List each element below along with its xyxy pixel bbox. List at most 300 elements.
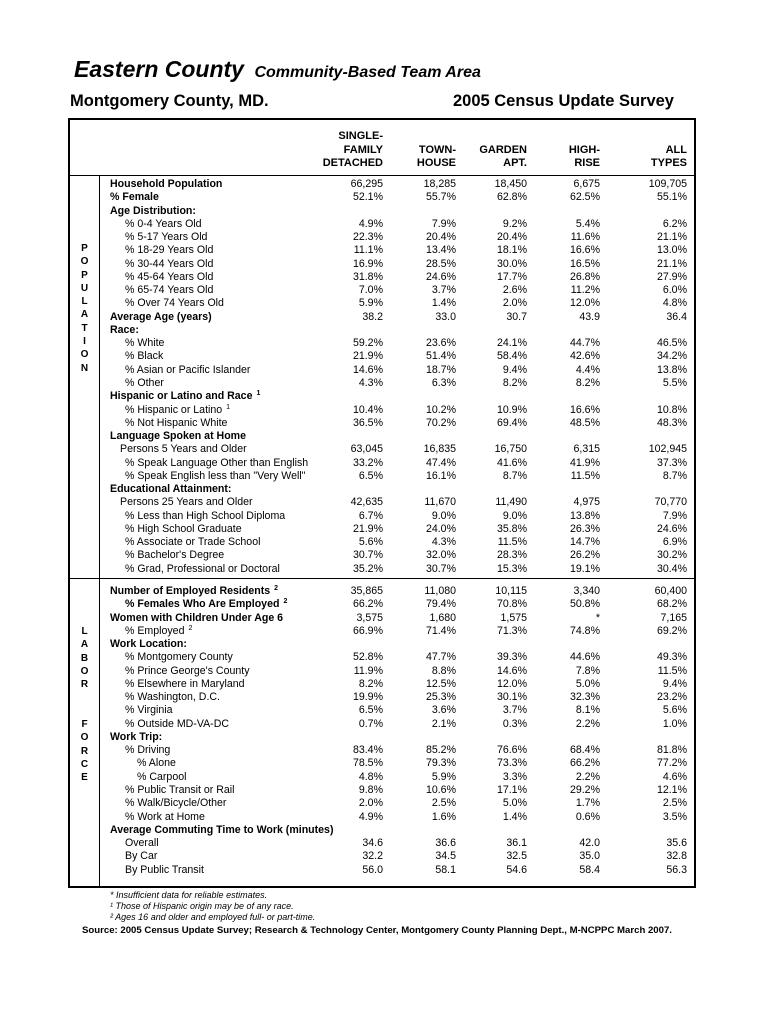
section-letter: R (80, 679, 89, 691)
table-row (70, 390, 694, 403)
table-cell: 47.7% (425, 651, 456, 664)
table-cell: 70,770 (654, 496, 687, 509)
table-cell: 32.5 (506, 850, 527, 863)
table-cell: 66.2% (569, 757, 600, 770)
table-cell: 55.7% (425, 191, 456, 204)
table-cell: 10.2% (425, 403, 456, 416)
table-row (70, 510, 694, 523)
column-header-line: HIGH- (568, 143, 600, 156)
row-label (137, 771, 186, 784)
table-row (70, 430, 694, 443)
table-cell: 30.1% (496, 691, 527, 704)
table-cell: 4.3% (358, 376, 383, 389)
table-cell: 5.4% (575, 217, 600, 230)
row-label (125, 364, 250, 377)
table-cell: 50.8% (569, 598, 600, 611)
row-label-text: % White (125, 337, 165, 350)
table-cell: 44.7% (569, 337, 600, 350)
row-label-text: % Less than High School Diploma (125, 509, 286, 522)
column-header-line: GARDEN (479, 143, 527, 156)
table-cell: 4.4% (575, 363, 600, 376)
column-header-all-types (651, 130, 687, 171)
section-letter: O (80, 732, 89, 744)
row-label-text: By Car (125, 850, 158, 863)
table-cell: 60,400 (654, 585, 687, 597)
table-cell: 69.4% (496, 416, 527, 429)
table-cell: 5.5% (662, 376, 687, 389)
section-letter: E (81, 772, 88, 784)
table-row (70, 271, 694, 284)
row-label (125, 417, 227, 430)
section-letter: O (80, 256, 89, 268)
row-label (120, 496, 253, 509)
table-cell: 11,080 (424, 585, 456, 597)
table-cell: 49.3% (656, 651, 687, 664)
table-row (70, 404, 694, 417)
table-row (70, 549, 694, 562)
row-label (125, 377, 164, 390)
table-cell: 6.0% (662, 284, 687, 297)
table-row (70, 824, 694, 837)
row-label (110, 311, 212, 324)
table-row (70, 337, 694, 350)
table-cell: 20.4% (496, 231, 527, 244)
row-label-text: Work Trip: (110, 730, 163, 743)
row-label (125, 457, 308, 470)
table-cell: 78.5% (352, 757, 383, 770)
table-cell: 52.8% (352, 651, 383, 664)
table-cell: 32.3% (569, 691, 600, 704)
table-cell: 11,670 (424, 496, 456, 509)
row-label (125, 297, 224, 310)
table-cell: 66,295 (350, 178, 383, 190)
table-row (70, 691, 694, 704)
column-header-garden-apt (479, 130, 527, 171)
table-row (70, 771, 694, 784)
table-cell: 3,575 (356, 611, 383, 624)
row-label-text: % Bachelor's Degree (125, 549, 225, 562)
row-label (125, 218, 202, 231)
table-cell: 52.1% (352, 191, 383, 204)
table-row (70, 598, 694, 611)
row-label (125, 598, 287, 611)
table-cell: 28.5% (425, 257, 456, 270)
row-label-text: Persons 5 Years and Older (120, 443, 247, 456)
table-cell: 23.6% (425, 337, 456, 350)
table-row (70, 457, 694, 470)
table-cell: 35.0 (579, 850, 600, 863)
row-label (125, 784, 235, 797)
footnotes (110, 890, 315, 923)
table-row (70, 651, 694, 664)
table-cell: 7,165 (660, 611, 687, 624)
column-header-line: FAMILY (343, 143, 383, 156)
table-row (70, 297, 694, 310)
table-cell: 73.3% (496, 757, 527, 770)
row-label (110, 430, 246, 443)
row-label (125, 244, 213, 257)
table-cell: 9.4% (662, 677, 687, 690)
section-letter: A (80, 639, 89, 651)
table-cell: 66.2% (352, 598, 383, 611)
row-label (110, 612, 283, 625)
row-label (125, 536, 260, 549)
column-header-high-rise (569, 130, 600, 171)
column-header-line: ALL (665, 143, 687, 156)
row-label (110, 483, 231, 496)
table-row (70, 837, 694, 850)
table-row (70, 744, 694, 757)
table-cell: 11.6% (570, 231, 600, 244)
table-cell: 32.2 (362, 850, 383, 863)
table-cell: 35.8% (496, 522, 527, 535)
table-cell: 8.2% (502, 376, 527, 389)
document-title (74, 56, 481, 83)
table-cell: 31.8% (352, 270, 383, 283)
table-row (70, 678, 694, 691)
table-row (70, 864, 694, 877)
row-label (125, 625, 192, 638)
source-note: Source: 2005 Census Update Survey; Research & Technology Center, Montgomery County Planning Dept., M-NCPPC March 2007. (82, 925, 672, 936)
table-cell: 8.1% (575, 704, 600, 717)
table-cell: 16.5% (569, 257, 600, 270)
footnote: ¹ Those of Hispanic origin may be of any race. (110, 901, 294, 911)
column-header-line: DETACHED (322, 157, 383, 169)
row-label (137, 757, 176, 770)
table-cell: 19.9% (352, 691, 383, 704)
table-cell: 12.5% (425, 677, 456, 690)
table-cell: 36.1 (506, 837, 527, 850)
row-label (110, 390, 260, 403)
row-label-text: Number of Employed Residents (110, 585, 271, 597)
table-cell: 58.4 (579, 863, 600, 876)
row-label-text: % Grad, Professional or Doctoral (125, 562, 280, 575)
table-cell: 2.1% (431, 717, 456, 730)
row-label (125, 350, 163, 363)
table-cell: 77.2% (656, 757, 687, 770)
table-cell: 17.1% (496, 783, 527, 796)
row-label (110, 731, 162, 744)
table-cell: 32.8 (666, 850, 687, 863)
table-cell: 3.7% (431, 284, 456, 297)
table-cell: 68.4% (569, 744, 600, 757)
table-cell: 70.8% (496, 598, 527, 611)
table-cell: 83.4% (352, 744, 383, 757)
row-label (110, 638, 187, 651)
row-label-text: % 45-64 Years Old (125, 270, 214, 283)
table-cell: 9.0% (431, 509, 456, 522)
table-row (70, 417, 694, 430)
table-cell: 34.5 (435, 850, 456, 863)
table-cell: 81.8% (656, 744, 687, 757)
table-cell: 6.3% (431, 376, 456, 389)
row-label-text: % Females Who Are Employed (125, 598, 280, 611)
table-row (70, 218, 694, 231)
table-cell: 4.3% (431, 536, 456, 549)
section-letter: L (81, 296, 88, 308)
footnote-marker: 2 (188, 624, 193, 632)
table-cell: 36.6 (435, 837, 456, 850)
row-label (125, 811, 205, 824)
row-label (125, 563, 280, 576)
row-label (125, 231, 207, 244)
row-label (125, 337, 164, 350)
section-letter: O (80, 665, 89, 677)
table-cell: 2.5% (662, 797, 687, 810)
table-cell: 46.5% (656, 337, 687, 350)
table-cell: 27.9% (656, 270, 687, 283)
table-cell: 4.8% (358, 770, 383, 783)
table-cell: 36.4 (666, 310, 687, 323)
table-row (70, 665, 694, 678)
table-cell: 58.4% (496, 350, 527, 363)
table-row (70, 191, 694, 204)
table-row (70, 718, 694, 731)
table-cell: 2.6% (502, 284, 527, 297)
row-label-text: % Speak English less than "Very Well" (125, 469, 306, 482)
row-label-text: Overall (125, 837, 159, 850)
table-cell: 30.7 (506, 310, 527, 323)
table-cell: 4.8% (662, 297, 687, 310)
table-row (70, 377, 694, 390)
table-cell: 19.1% (569, 562, 600, 575)
table-cell: 35.6 (666, 837, 687, 850)
row-label (125, 258, 213, 271)
table-cell: 5.0% (575, 677, 600, 690)
row-label-text: Race: (110, 323, 139, 336)
table-row (70, 585, 694, 598)
table-cell: 0.6% (575, 810, 600, 823)
table-cell: 26.8% (569, 270, 600, 283)
table-cell: 11.9% (353, 664, 383, 677)
table-row (70, 470, 694, 483)
table-cell: 29.2% (569, 783, 600, 796)
table-cell: 11.5% (570, 469, 600, 482)
table-cell: 28.3% (496, 549, 527, 562)
population-rows (70, 178, 694, 576)
section-letter: P (81, 243, 88, 254)
table-cell: 9.0% (502, 509, 527, 522)
column-header-line: TOWN- (418, 143, 456, 156)
table-cell: 4.9% (358, 217, 383, 230)
table-row (70, 757, 694, 770)
row-label-text: % Not Hispanic White (125, 416, 228, 429)
row-label (110, 824, 333, 837)
table-cell: 62.5% (569, 191, 600, 204)
table-cell: 21.9% (352, 522, 383, 535)
row-label (125, 549, 224, 562)
table-cell: 71.3% (496, 624, 527, 637)
table-cell: 12.1% (656, 783, 687, 796)
table-cell: 24.1% (496, 337, 527, 350)
row-label-text: Household Population (110, 178, 223, 190)
table-cell: 85.2% (425, 744, 456, 757)
table-cell: 21.1% (656, 257, 687, 270)
table-cell: 1.7% (575, 797, 600, 810)
table-cell: 34.2% (656, 350, 687, 363)
table-cell: 5.6% (662, 704, 687, 717)
table-cell: 5.9% (431, 770, 456, 783)
table-cell: 6,675 (573, 178, 600, 190)
row-label-text: By Public Transit (125, 863, 204, 876)
table-cell: 1.0% (662, 717, 687, 730)
table-cell: 34.6 (362, 837, 383, 850)
table-cell: 21.1% (656, 231, 687, 244)
table-cell: 7.0% (358, 284, 383, 297)
row-label-text: % Prince George's County (125, 664, 250, 677)
table-cell: 62.8% (496, 191, 527, 204)
table-cell: 17.7% (496, 270, 527, 283)
table-cell: 18.7% (425, 363, 456, 376)
table-row (70, 244, 694, 257)
table-row (70, 231, 694, 244)
table-cell: 109,705 (648, 178, 687, 190)
table-cell: 16,750 (494, 443, 527, 456)
table-cell: 42,635 (350, 496, 383, 509)
table-cell: 0.7% (358, 717, 383, 730)
table-row (70, 563, 694, 576)
table-row (70, 483, 694, 496)
table-cell: 33.2% (352, 456, 383, 469)
labor-force-rows (70, 585, 694, 877)
table-cell: 58.1 (435, 863, 456, 876)
table-cell: 39.3% (496, 651, 527, 664)
row-label-text: Women with Children Under Age 6 (110, 611, 284, 624)
row-label (110, 205, 196, 218)
table-cell: 48.3% (656, 416, 687, 429)
column-header-line: RISE (574, 157, 600, 169)
table-cell: 12.0% (569, 297, 600, 310)
table-row (70, 324, 694, 337)
row-label-text: % Walk/Bicycle/Other (125, 797, 227, 810)
table-row (70, 364, 694, 377)
table-cell: 15.3% (496, 562, 527, 575)
row-label-text: Average Age (years) (110, 310, 212, 323)
table-cell: 48.5% (569, 416, 600, 429)
table-cell: 7.9% (431, 217, 456, 230)
table-cell: 43.9 (579, 310, 600, 323)
table-cell: 5.6% (358, 536, 383, 549)
section-letter: F (81, 719, 88, 731)
table-cell: 10.6% (425, 783, 456, 796)
section-letter: L (81, 626, 88, 637)
row-label-text: Work Location: (110, 638, 187, 651)
row-label-text: % Alone (137, 757, 176, 770)
table-cell: 9.8% (358, 783, 383, 796)
table-cell: 59.2% (352, 337, 383, 350)
section-letter: P (81, 269, 88, 281)
table-cell: 5.9% (358, 297, 383, 310)
footnote-marker: 2 (283, 598, 288, 606)
table-cell: 69.2% (656, 624, 687, 637)
section-letter: C (80, 758, 89, 770)
column-header-line: TYPES (650, 157, 687, 169)
table-cell: 55.1% (656, 191, 687, 204)
table-row (70, 811, 694, 824)
table-row (70, 731, 694, 744)
table-cell: 2.2% (575, 717, 600, 730)
table-cell: 8.2% (358, 677, 383, 690)
table-cell: 2.2% (575, 770, 600, 783)
table-cell: 10.9% (496, 403, 527, 416)
row-label-text: % Speak Language Other than English (125, 456, 309, 469)
row-label (125, 837, 159, 850)
table-row (70, 443, 694, 456)
row-label (110, 178, 222, 191)
table-cell: 1.4% (502, 810, 527, 823)
table-cell: 51.4% (425, 350, 456, 363)
table-cell: 56.0 (362, 863, 383, 876)
row-label-text: % 5-17 Years Old (125, 231, 208, 244)
table-cell: 6.5% (358, 704, 383, 717)
row-label (125, 651, 233, 664)
table-cell: 6,315 (573, 443, 600, 456)
row-label (125, 665, 250, 678)
table-cell: 47.4% (425, 456, 456, 469)
table-cell: 44.6% (569, 651, 600, 664)
table-row (70, 496, 694, 509)
county-heading: Montgomery County, MD. (70, 92, 269, 110)
table-cell: 79.3% (425, 757, 456, 770)
row-label (110, 191, 159, 204)
table-cell: 16.6% (569, 403, 600, 416)
row-label (125, 704, 173, 717)
row-label (120, 443, 247, 456)
row-label (125, 284, 213, 297)
table-cell: 30.2% (656, 549, 687, 562)
row-label-text: % Washington, D.C. (125, 691, 220, 704)
table-row (70, 638, 694, 651)
row-label-text: % Asian or Pacific Islander (125, 363, 251, 376)
table-row (70, 797, 694, 810)
table-cell: 68.2% (656, 598, 687, 611)
row-label-text: % 30-44 Years Old (125, 257, 214, 270)
table-cell: 18,285 (423, 178, 456, 190)
row-label-text: Language Spoken at Home (110, 430, 246, 443)
row-label-text: Persons 25 Years and Older (120, 496, 253, 509)
row-label (125, 271, 213, 284)
row-label-text: % High School Graduate (125, 522, 242, 535)
table-row (70, 258, 694, 271)
footnote-marker: 2 (274, 585, 279, 592)
table-cell: 3.5% (662, 810, 687, 823)
column-header-townhouse (417, 130, 456, 171)
row-label (125, 850, 157, 863)
row-label-text: % Work at Home (125, 810, 205, 823)
table-cell: 6.2% (662, 217, 687, 230)
table-row (70, 284, 694, 297)
table-cell: 7.8% (575, 664, 600, 677)
row-label (110, 585, 278, 598)
column-header-single-family (323, 130, 383, 171)
table-cell: 35.2% (352, 562, 383, 575)
row-label-text: % Elsewhere in Maryland (125, 677, 245, 690)
table-cell: 10.4% (352, 403, 383, 416)
table-cell: 22.3% (352, 231, 383, 244)
row-label-text: % Employed (125, 624, 185, 637)
table-cell: 4,975 (573, 496, 600, 509)
table-cell: 76.6% (496, 744, 527, 757)
table-cell: 10.8% (656, 403, 687, 416)
table-row (70, 536, 694, 549)
table-row (70, 205, 694, 218)
row-label-text: Hispanic or Latino and Race (110, 390, 253, 403)
table-cell: 70.2% (425, 416, 456, 429)
data-table (68, 118, 696, 888)
table-cell: 18,450 (494, 178, 527, 190)
row-label-text: Educational Attainment: (110, 483, 232, 496)
row-label (125, 718, 229, 731)
